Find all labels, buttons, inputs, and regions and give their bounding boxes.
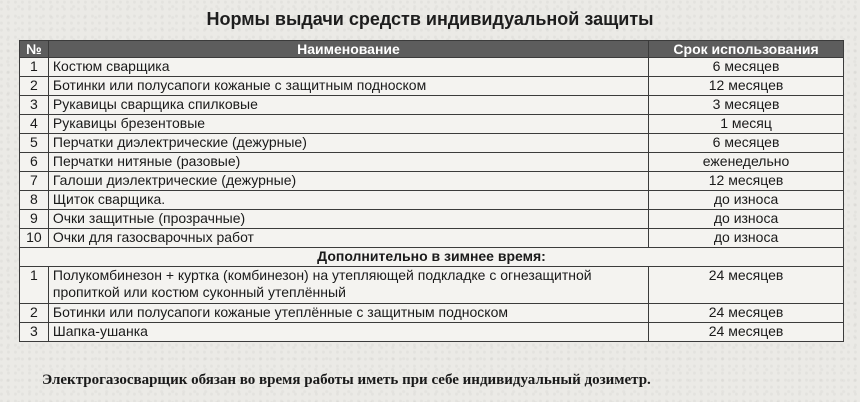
table-row [20, 115, 844, 134]
row-term: 3 месяцев [649, 96, 844, 115]
row-num: 8 [20, 191, 49, 210]
table-row [20, 96, 844, 115]
page-title: Нормы выдачи средств индивидуальной защиты [206, 9, 654, 29]
row-name: Рукавицы сварщика спилковые [48, 96, 648, 115]
row-num: 1 [20, 58, 49, 77]
row-term: 24 месяцев [649, 267, 844, 304]
column-header-term: Срок использования [649, 41, 844, 58]
row-name: Перчатки нитяные (разовые) [48, 153, 648, 172]
column-header-num: № [20, 41, 49, 58]
row-num: 6 [20, 153, 49, 172]
table-row [20, 134, 844, 153]
row-name: Шапка-ушанка [48, 323, 648, 342]
table-row [20, 172, 844, 191]
row-num: 4 [20, 115, 49, 134]
row-term: 1 месяц [649, 115, 844, 134]
table-row [20, 153, 844, 172]
row-name: Полукомбинезон + куртка (комбинезон) на утепляющей подкладке с огнезащитной пропиткой или костюм суконный утеплённый [48, 267, 648, 304]
row-term: 6 месяцев [649, 58, 844, 77]
row-name: Галоши диэлектрические (дежурные) [48, 172, 648, 191]
row-name: Очки для газосварочных работ [48, 229, 648, 248]
row-num: 1 [20, 267, 49, 304]
row-term: 24 месяцев [649, 323, 844, 342]
row-term: еженедельно [649, 153, 844, 172]
row-term: 12 месяцев [649, 77, 844, 96]
row-term: 6 месяцев [649, 134, 844, 153]
table-row [20, 58, 844, 77]
table-row [20, 210, 844, 229]
table-row [20, 229, 844, 248]
table-row [20, 304, 844, 323]
row-term: до износа [649, 210, 844, 229]
winter-section-row [20, 248, 844, 267]
row-num: 3 [20, 323, 49, 342]
dosimeter-note: Электрогазосварщик обязан во время работы иметь при себе индивидуальный дозиметр. [42, 372, 651, 388]
row-name: Рукавицы брезентовые [48, 115, 648, 134]
row-num: 10 [20, 229, 49, 248]
table-row [20, 191, 844, 210]
ppe-norms-table [19, 40, 844, 342]
row-name: Перчатки диэлектрические (дежурные) [48, 134, 648, 153]
row-num: 5 [20, 134, 49, 153]
table-row [20, 323, 844, 342]
row-term: до износа [649, 229, 844, 248]
row-name: Костюм сварщика [48, 58, 648, 77]
table-row [20, 77, 844, 96]
table-header-row [20, 41, 844, 58]
row-num: 2 [20, 304, 49, 323]
column-header-name: Наименование [48, 41, 648, 58]
row-num: 2 [20, 77, 49, 96]
row-term: до износа [649, 191, 844, 210]
row-name: Ботинки или полусапоги кожаные утеплённые с защитным подноском [48, 304, 648, 323]
row-num: 7 [20, 172, 49, 191]
row-term: 24 месяцев [649, 304, 844, 323]
row-name: Щиток сварщика. [48, 191, 648, 210]
winter-section-label: Дополнительно в зимнее время: [20, 248, 844, 267]
row-term: 12 месяцев [649, 172, 844, 191]
row-name: Ботинки или полусапоги кожаные с защитным подноском [48, 77, 648, 96]
row-name: Очки защитные (прозрачные) [48, 210, 648, 229]
table-row [20, 267, 844, 304]
row-num: 3 [20, 96, 49, 115]
row-num: 9 [20, 210, 49, 229]
